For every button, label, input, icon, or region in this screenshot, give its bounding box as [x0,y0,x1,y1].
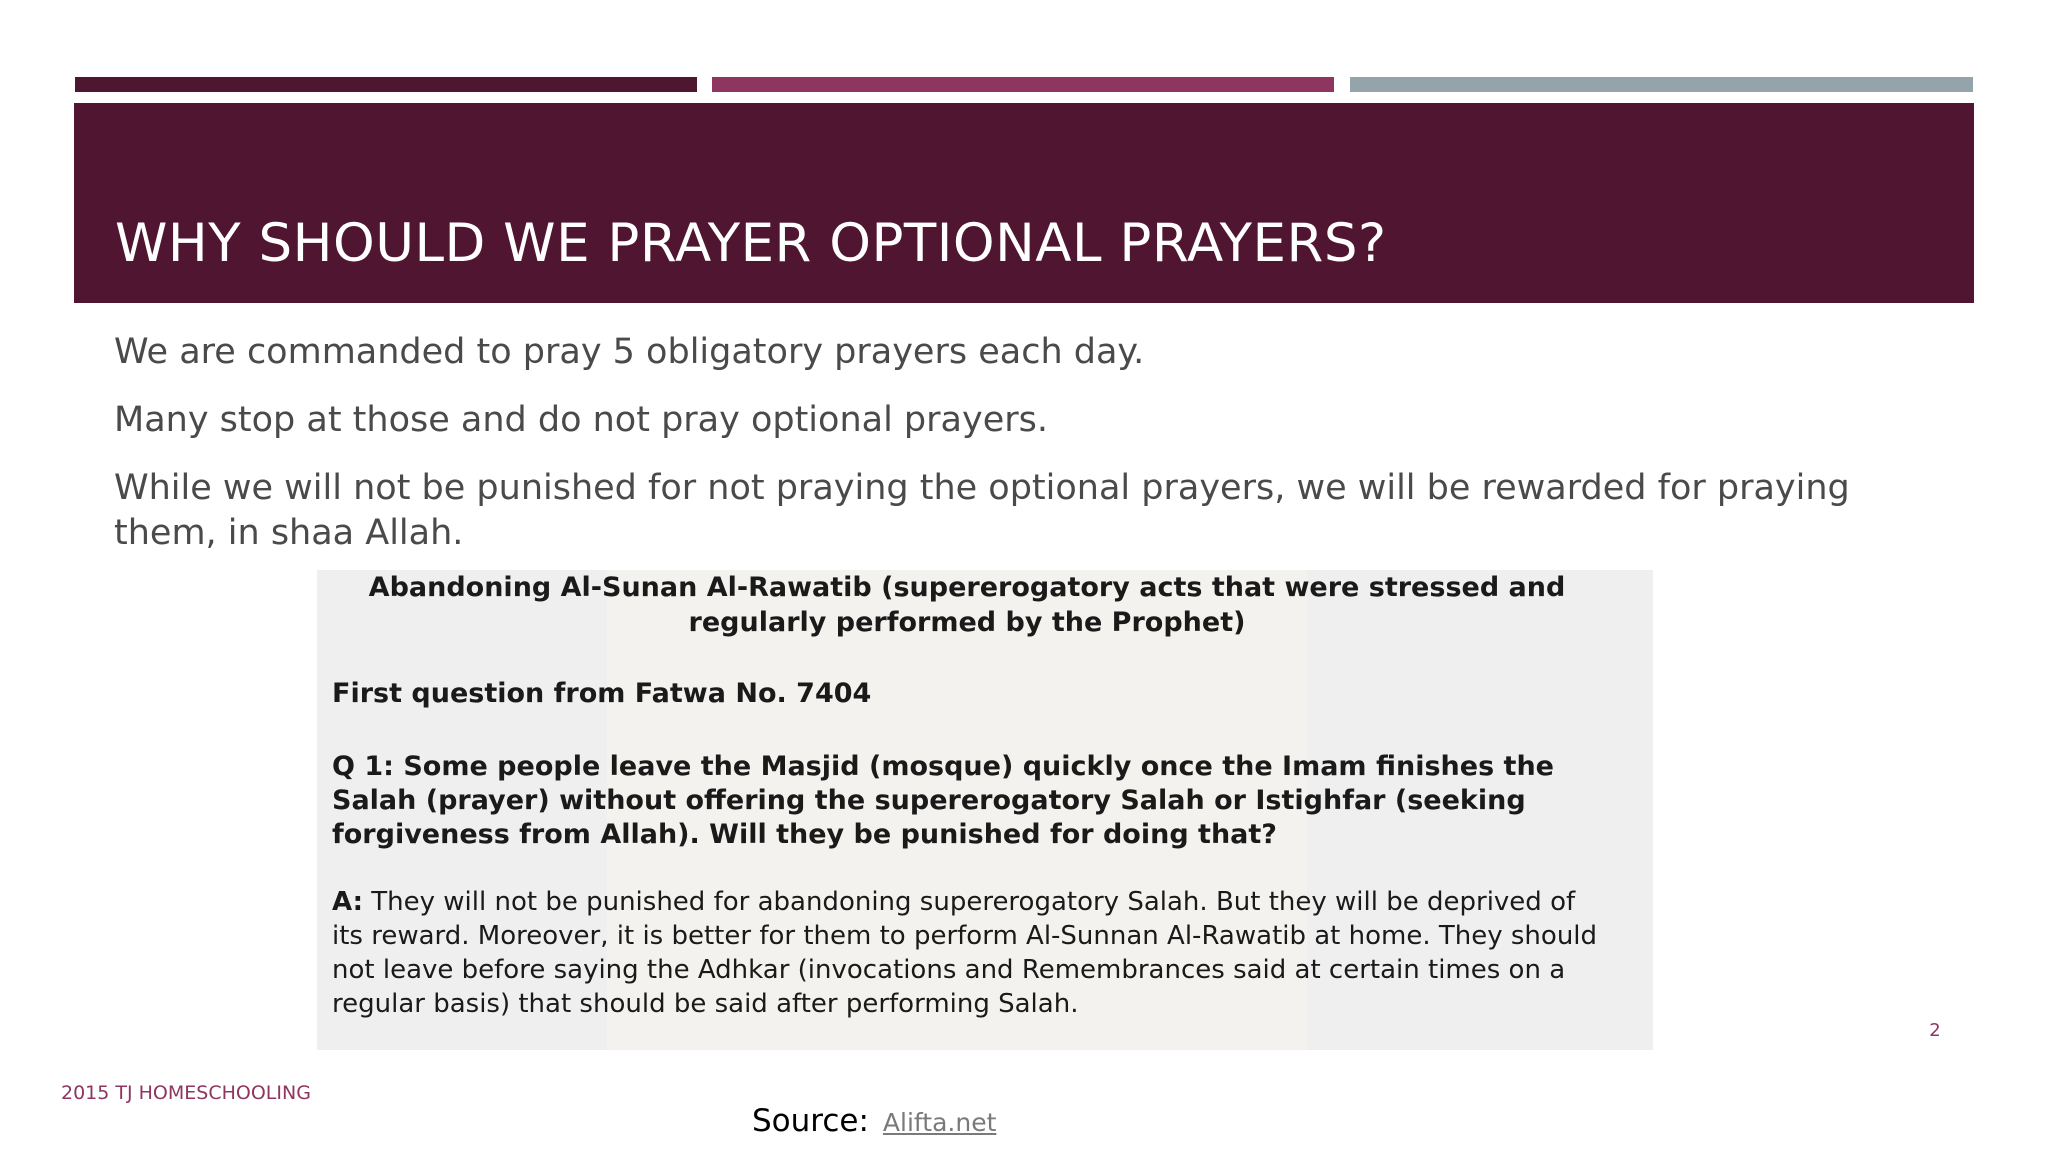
fatwa-image [317,570,1653,1050]
source-label: Source: [752,1103,869,1139]
bullet-list [114,330,1914,579]
accent-bar-gray [1350,77,1973,92]
slide-title: WHY SHOULD WE PRAYER OPTIONAL PRAYERS? [115,213,1387,274]
fatwa-question: Q 1: Some people leave the Masjid (mosque) quickly once the Imam finishes the Salah (prayer) without offering the supererogatory Salah or Istighfar (seeking forgiveness from Allah). Will they be punished for doing that? [332,751,1554,850]
fatwa-number: First question from Fatwa No. 7404 [332,678,872,709]
page-number: 2 [1929,1020,1941,1041]
accent-bar-dark [75,77,697,92]
fatwa-answer [332,885,1602,1021]
source-line [752,1103,996,1139]
bullet-item: While we will not be punished for not praying the optional prayers, we will be rewarded for praying them, in shaa Allah. [114,468,1850,553]
bullet-item: We are commanded to pray 5 obligatory prayers each day. [114,332,1145,372]
fatwa-text [332,570,1602,1021]
fatwa-answer-text: They will not be punished for abandoning supererogatory Salah. But they will be deprived of its reward. Moreover, it is better for them to perform Al-Sunnan Al-Rawatib at home. They should not leave before saying the Adhkar (invocations and Remembrances said at certain times on a regular basis) that should be said after performing Salah. [332,887,1598,1019]
bullet-item: Many stop at those and do not pray optional prayers. [114,400,1048,440]
accent-bar-magenta [712,77,1334,92]
fatwa-answer-label: A: [332,887,364,917]
fatwa-heading: Abandoning Al-Sunan Al-Rawatib (supererogatory acts that were stressed and regularly performed by the Prophet) [368,572,1566,638]
footer-text: 2015 TJ HOMESCHOOLING [61,1082,311,1104]
source-link[interactable]: Alifta.net [882,1108,997,1137]
